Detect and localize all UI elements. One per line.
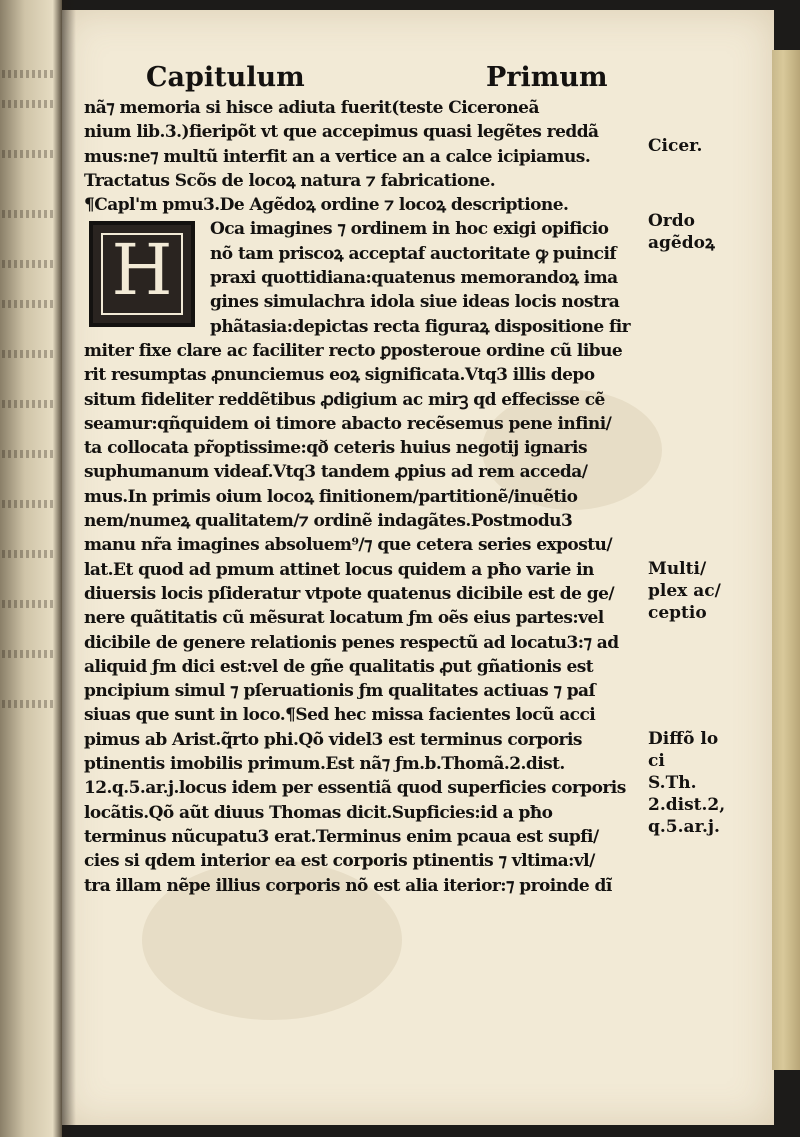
text-line: miter fixe clare ac faciliter recto ꝑposteroue ordine cũ libue	[84, 340, 623, 361]
text-line: ta collocata pr̃optissime:qð ceteris huius negotij ignaris	[84, 438, 587, 459]
text-line: seamur:qñquidem oi timore abacto recẽsemus pene infini/	[84, 413, 612, 434]
main-text-block	[84, 62, 634, 898]
text-line: suphumanum videaf.Vtq3 tandem ꝓpius ad rem acceda/	[84, 462, 588, 483]
text-line: cies si qdem interior ea est corporis ptinentis ⁊ vltima:vl/	[84, 851, 595, 872]
text-line: nõ tam priscoꝝ acceptaf auctoritate ꝙ puincif	[210, 243, 617, 264]
running-header	[146, 62, 634, 96]
text-line: Tractatus Scõs de locoꝝ natura ⁊ fabricatione.	[84, 170, 496, 191]
margin-note-cicero: Cicer.	[648, 136, 703, 156]
text-line: siuas que sunt in loco.¶Sed hec missa facientes locũ acci	[84, 705, 596, 726]
text-line: ¶Capl'm pmu3.De Agẽdoꝝ ordine ⁊ locoꝝ descriptione.	[84, 195, 569, 216]
text-line: lat.Et quod ad pmum attinet locus quidem a pħo varie in	[84, 559, 594, 580]
text-line: locãtis.Qõ aũt diuus Thomas dicit.Supficies:id a pħo	[84, 802, 553, 823]
margin-note-multiplex: Multi/ plex ac/ ceptio	[648, 559, 721, 623]
text-line: ptinentis imobilis primum.Est nã⁊ ƒm.b.Thomã.2.dist.	[84, 754, 565, 775]
page-fore-edge	[772, 50, 800, 1070]
text-line: diuersis locis pſideratur vtpote quatenus dicibile est de ge/	[84, 583, 615, 604]
text-line: Oca imagines ⁊ ordinem in hoc exigi opificio	[210, 219, 609, 240]
text-line: situm fideliter reddẽtibus ꝓdigium ac mirꝫ qd effecisse cẽ	[84, 389, 605, 410]
left-page-edge	[0, 0, 62, 1137]
decorated-initial	[89, 221, 195, 327]
text-line: aliquid ƒm dici est:vel de gñe qualitatis ꝓut gñationis est	[84, 656, 594, 677]
text-line: tra illam nẽpe illius corporis nõ est alia iterior:⁊ proinde dĩ	[84, 875, 612, 896]
text-line: manu nr̃a imagines absoluem⁹/⁊ que cetera series expostu/	[84, 535, 613, 556]
text-line: phãtasia:depictas recta figuraꝝ dispositione fir	[210, 316, 631, 337]
text-line: nere quãtitatis cũ mẽsurat locatum ƒm oẽs eius partes:vel	[84, 608, 604, 629]
header-right: Primum	[486, 62, 608, 93]
text-line: nã⁊ memoria si hisce adiuta fuerit(teste Ciceroneã	[84, 98, 539, 118]
margin-note-diffinitio: Diffõ lo ci S.Th. 2.dist.2, q.5.ar.j.	[648, 729, 726, 837]
header-left: Capitulum	[146, 62, 305, 93]
text-line: dicibile de genere relationis penes respectũ ad locatu3:⁊ ad	[84, 632, 619, 653]
text-line: terminus nũcupatu3 erat.Terminus enim pcaua est supfi/	[84, 826, 599, 847]
page-gutter	[62, 0, 76, 1137]
text-line: pncipium simul ⁊ pſeruationis ƒm qualitates actiuas ⁊ paſ	[84, 681, 596, 702]
text-lines	[84, 96, 634, 898]
text-line: nem/numeꝝ qualitatem/⁊ ordinẽ indagãtes.Postmodu3	[84, 511, 573, 532]
text-line: mus:ne⁊ multũ interfit an a vertice an a calce icipiamus.	[84, 146, 591, 167]
text-line: mus.In primis oium locoꝝ finitionem/partitionẽ/inuẽtio	[84, 486, 578, 507]
initial-letter: H	[111, 229, 173, 311]
text-line: praxi quottidiana:quatenus memorandoꝝ ima	[210, 268, 618, 289]
margin-note-ordo: Ordo agẽdoꝝ	[648, 211, 715, 253]
text-line: 12.q.5.ar.j.locus idem per essentiã quod superficies corporis	[84, 778, 626, 799]
text-line: pimus ab Arist.q̃rto phi.Qõ videl3 est terminus corporis	[84, 729, 582, 750]
text-line: nium lib.3.)fieripõt vt que accepimus quasi legẽtes reddã	[84, 122, 599, 143]
text-line: gines simulachra idola siue ideas locis nostra	[210, 292, 620, 313]
text-line: rit resumptas ꝓnunciemus eoꝝ significata.Vtq3 illis depo	[84, 365, 595, 386]
